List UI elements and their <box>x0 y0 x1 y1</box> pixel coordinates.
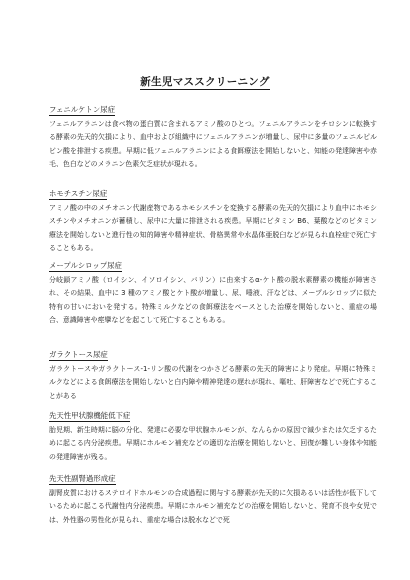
section-galactosemia <box>49 342 377 403</box>
section-heading: フェニルケトン尿症 <box>49 105 115 114</box>
section-phenylketonuria <box>49 97 377 171</box>
section-maple-syrup-urine-disease <box>49 253 377 327</box>
section-heading: ホモチスチン尿症 <box>49 189 108 198</box>
document-title: 新生児マススクリーニング <box>140 76 270 88</box>
section-congenital-adrenal-hyperplasia <box>49 466 377 527</box>
section-homocystinuria <box>49 181 377 255</box>
section-body: アミノ酸の中のメチオニン代謝産物であるホモシスチンを変換する酵素の先天的欠損により血中にホモシスチンやメチオニンが蓄積し、尿中に大量に排泄される疾患。早期にビタミン B6、葉酸などのビタミン療法を開始しないと進行性の知的障害や精神症状、骨格異常や水晶体亜脱臼などが見られ血栓症で死亡することもある。 <box>49 204 377 252</box>
section-body: 分岐鎖アミノ酸（ロイシン、イソロイシン、バリン）に由来するα-ケト酸の脱水素酵素の機能が障害され、その結果、血中に 3 種のアミノ酸とケト酸が増量し、尿、唾液、汗などは、メープルシロップに似た特有の甘いにおいを発する。特殊ミルクなどの食餌療法をベースとした治療を開始しないと、重症の場合、意識障害や痙攣などを起こして死亡することもある。 <box>49 276 377 324</box>
section-heading: ガラクトース尿症 <box>49 350 108 359</box>
section-heading: メープルシロップ尿症 <box>49 261 122 270</box>
section-body: ガラクトースやガラクトース-1-リン酸の代謝をつかさどる酵素の先天的障害により発症。早期に特殊ミルクなどによる食餌療法を開始しないと白内障や精神発達の遅れが現れ、嘔吐、肝障害などで死亡することがある <box>49 365 377 400</box>
section-congenital-hypothyroidism <box>49 403 377 464</box>
section-body: 副腎皮質におけるステロイドホルモンの合成過程に関与する酵素が先天的に欠損あるいは活性が低下しているために起こる代謝性内分泌疾患。早期にホルモン補充などの治療を開始しないと、発育不良や女児では、外性器の男性化が見られ、重症な場合は脱水などで死 <box>49 489 377 524</box>
section-body: 胎児期、新生時期に脳の分化、発達に必要な甲状腺ホルモンが、なんらかの原因で減少または欠乏するために起こる内分泌疾患。早期にホルモン補充などの適切な治療を開始しないと、回復が難しい身体や知能の発達障害が残る。 <box>49 426 377 461</box>
section-heading: 先天性副腎過形成症 <box>49 474 116 483</box>
section-heading: 先天性甲状腺機能低下症 <box>49 411 131 420</box>
section-body: フェニルアラニンは食べ物の蛋白質に含まれるアミノ酸のひとつ。フェニルアラニンをチロシンに転換する酵素の先天的欠損により、血中および組織中にフェニルアラニンが増量し、尿中に多量のフェニルピルビン酸を排泄する疾患。早期に低フェニルアラニンによる食餌療法を開始しないと、知能の発達障害や赤毛、色白などのメラニン色素欠乏症状が現れる。 <box>49 120 377 168</box>
